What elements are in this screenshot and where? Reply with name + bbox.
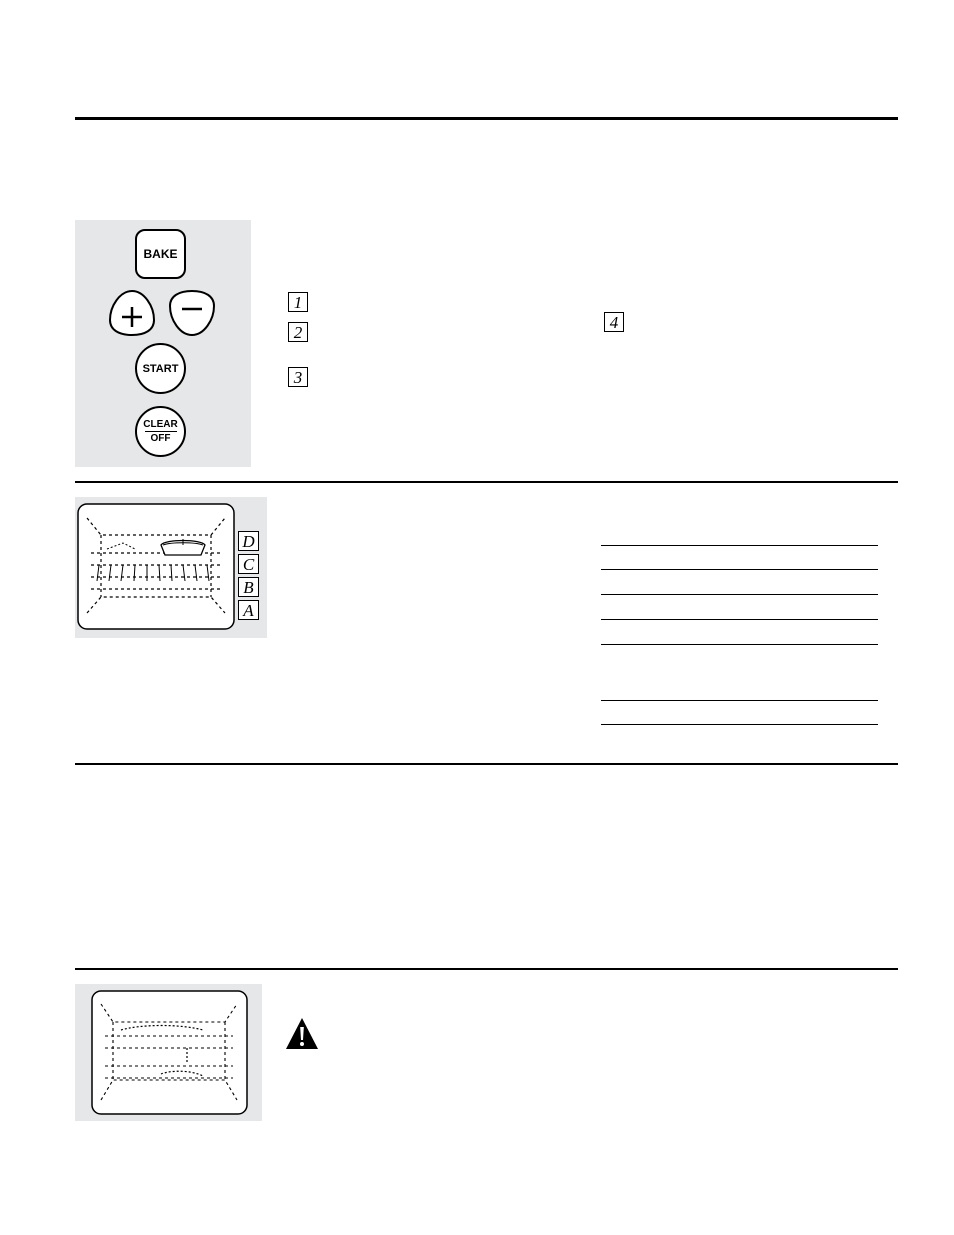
control-pad-panel — [75, 220, 251, 467]
table-row-rule — [601, 724, 878, 725]
rack-label-b: B — [238, 577, 259, 597]
oven-rack-illustration — [77, 503, 235, 630]
start-button[interactable]: START — [135, 343, 186, 394]
step-marker-4: 4 — [604, 312, 624, 332]
rack-label-d: D — [238, 531, 259, 551]
rack-label-a: A — [238, 600, 259, 620]
step-marker-2: 2 — [288, 322, 308, 342]
warning-icon — [285, 1017, 319, 1050]
plus-icon — [107, 288, 157, 338]
oven-foil-illustration — [91, 990, 248, 1115]
plus-button[interactable] — [107, 288, 157, 338]
clear-off-button[interactable] — [135, 406, 186, 457]
off-label: OFF — [150, 433, 171, 445]
clear-label: CLEAR — [143, 418, 178, 430]
section-rule-3 — [75, 968, 898, 970]
step-marker-1: 1 — [288, 292, 308, 312]
section-rule-2 — [75, 763, 898, 765]
table-row-rule — [601, 545, 878, 546]
table-row-rule — [601, 619, 878, 620]
bake-button[interactable]: BAKE — [135, 229, 186, 279]
table-row-rule — [601, 644, 878, 645]
table-row-rule — [601, 700, 878, 701]
section-rule-1 — [75, 481, 898, 483]
rack-label-c: C — [238, 554, 259, 574]
table-row-rule — [601, 594, 878, 595]
clear-off-divider — [145, 431, 177, 433]
minus-icon — [167, 288, 217, 338]
top-rule — [75, 117, 898, 120]
table-row-rule — [601, 569, 878, 570]
step-marker-3: 3 — [288, 367, 308, 387]
minus-button[interactable] — [167, 288, 217, 338]
